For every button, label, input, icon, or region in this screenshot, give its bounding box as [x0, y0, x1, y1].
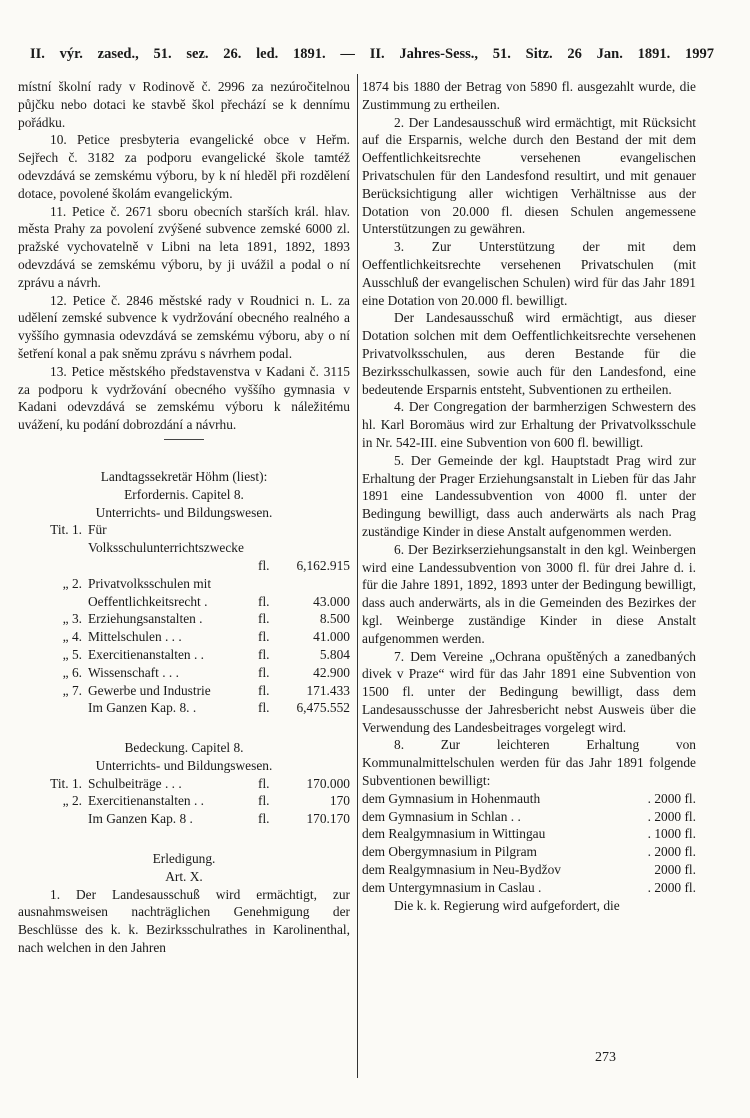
school-name: dem Gymnasium in Schlan . .: [362, 808, 521, 824]
currency-unit: fl.: [258, 793, 270, 809]
para-6: 6. Der Bezirkserziehungsanstalt in den kgl. Weinbergen wird eine Landessubvention von 3000 fl. für drei Jahre d. i. für die Jahre 1891, 1892, 1893 unter der Bedingung bewilligt, dass auch anderwärts, als in die Gemeinden des Bezirkes der kgl. Weinberge zuständige Kinder in diese Anstalt aufgenommen werden.: [362, 541, 696, 646]
bedeckung-heading: Bedeckung. Capitel 8.: [124, 740, 244, 756]
amount: 170.000: [306, 775, 350, 791]
currency-unit: fl.: [258, 664, 270, 680]
subvention-amount: . 2000 fl.: [647, 790, 696, 806]
subvention-row: [362, 790, 696, 808]
school-name: dem Realgymnasium in Wittingau: [362, 826, 546, 842]
currency-unit: fl.: [258, 611, 270, 627]
subvention-amount: . 2000 fl.: [647, 879, 696, 895]
item-label: Mittelschulen . . .: [88, 629, 182, 645]
item-label: Wissenschaft . . .: [88, 664, 179, 680]
budget-row: [18, 557, 350, 575]
bedeckung-subheading: Unterrichts- und Bildungswesen.: [95, 757, 273, 773]
currency-unit: fl.: [258, 775, 270, 791]
petition-9-tail: místní školní rady v Rodinově č. 2996 za nezúročitelnou půjčku nebo dotaci ke stavbě škol přechází se k dennímu pořádku.: [18, 79, 350, 130]
item-label: Exercitienanstalten . .: [88, 793, 205, 809]
para-1-tail: 1874 bis 1880 der Betrag von 5890 fl. ausgezahlt wurde, die Zustimmung zu ertheilen.: [362, 79, 696, 112]
subvention-row: [362, 825, 696, 843]
currency-unit: fl.: [258, 629, 270, 645]
running-header: II. výr. zased., 51. sez. 26. led. 1891. — II. Jahres-Sess., 51. Sitz. 26 Jan. 1891. 1997: [30, 46, 714, 62]
article-text: 1. Der Landesausschuß wird ermächtigt, zur ausnahmsweisen nachträglichen Genehmigung der Beschlüsse des k. k. Bezirksschulrathes in Karolinenthal, nach welchen in den Jahren: [18, 886, 350, 956]
subvention-row: [362, 879, 696, 897]
title-number: „ 4.: [62, 629, 82, 645]
amount: 171.433: [306, 682, 350, 698]
erledigung-heading: Erledigung.: [152, 851, 216, 867]
left-column: [18, 78, 350, 957]
item-label: Privatvolksschulen mit: [88, 575, 212, 591]
currency-unit: fl.: [258, 593, 270, 609]
para-5: 5. Der Gemeinde der kgl. Hauptstadt Prag wird zur Erhaltung der Prager Erziehungsanstalt in Lieben für das Jahr 1891 eine Landessubvention von 4000 fl. unter der Bedingung bewilligt, dass auch anderwärts als nach Prag zuständige Kinder in diese Anstalt aufgenommen werden.: [362, 452, 696, 539]
para-3-continued: Der Landesausschuß wird ermächtigt, aus dieser Dotation solchen mit dem Oeffentlichkeitsrechte versehenen Privatvolksschulen, aus deren Bestande für die Bezirksschulkassen, sowie auch für den Landesfond, eine bedeutende Ersparnis entsteht, Subventionen zu ertheilen.: [362, 310, 696, 397]
budget-row: [18, 610, 350, 628]
school-name: dem Realgymnasium in Neu-Bydžov: [362, 862, 561, 878]
title-number: „ 2.: [62, 575, 82, 591]
para-2: 2. Der Landesausschuß wird ermächtigt, mit Rücksicht auf die Ersparnis, welche durch den Bestand der mit dem Oeffentlichkeitsrechte versehenen evangelischen Privatschulen für den Landesfond resultirt, und mit genauer Berücksichtigung aller wichtigen Verhältnisse aus der Dotation von 20.000 fl. diesen Schulen angemessene Unterstützungen zu gewähren.: [362, 114, 696, 237]
budget-row: [18, 699, 350, 717]
petition-11: 11. Petice č. 2671 sboru obecních starších král. hlav. města Prahy za povolení zvýšené subvence zemské 6000 zl. pražské vychovatelně v Libni na leta 1891, 1892, 1893 odevzdává se zemskému výboru, by ji uvážil a podal o ní zprávu a návrh.: [18, 203, 350, 290]
budget-row: [18, 521, 350, 557]
amount: 6,162.915: [296, 557, 350, 573]
erfordernis-heading: Erfordernis. Capitel 8.: [124, 486, 244, 502]
budget-row: [18, 575, 350, 593]
petition-10: 10. Petice presbyteria evangelické obce v Heřm. Sejřech č. 3182 za podporu evangelické škole tamtéž odevzdává se zemskému výboru, by k ní hleděl při rozdělení dotace, povolené školám evangelickým.: [18, 132, 350, 201]
section-rule: [164, 439, 204, 440]
title-number: Tit. 1.: [50, 775, 82, 791]
para-8: 8. Zur leichteren Erhaltung von Kommunalmittelschulen werden für das Jahr 1891 folgende Subventionen bewilligt:: [362, 737, 696, 789]
amount: 8.500: [319, 611, 350, 627]
article-heading: Art. X.: [165, 868, 203, 884]
subvention-amount: . 2000 fl.: [647, 808, 696, 824]
budget-row: [18, 664, 350, 682]
item-label: Exercitienanstalten . .: [88, 646, 205, 662]
item-label: Für Volksschulunterrichtszwecke: [88, 522, 244, 556]
currency-unit: fl.: [258, 811, 270, 827]
school-name: dem Untergymnasium in Caslau .: [362, 879, 542, 895]
title-number: Tit. 1.: [50, 522, 82, 538]
amount: 170: [329, 793, 350, 809]
para-7: 7. Dem Vereine „Ochrana opuštěných a zanedbaných divek v Praze“ wird für das Jahr 1891 eine Subvention von 1500 fl. unter der Bedingung bewilligt, dass dem Landesausschusse der Jahresbericht nebst Ausweis über die Verwendung des Landesbeitrages vorgelegt wird.: [362, 648, 696, 735]
erfordernis-subheading: Unterrichts- und Bildungswesen.: [95, 504, 273, 520]
budget-row: [18, 593, 350, 611]
subvention-row: [362, 861, 696, 879]
item-label: Gewerbe und Industrie: [88, 682, 211, 698]
budget-row: [18, 792, 350, 810]
column-divider: [357, 74, 358, 1078]
item-label: Erziehungsanstalten .: [88, 611, 203, 627]
amount: 41.000: [313, 629, 350, 645]
school-name: dem Gymnasium in Hohenmauth: [362, 790, 541, 806]
title-number: „ 6.: [62, 664, 82, 680]
budget-row: [18, 628, 350, 646]
item-label: Im Ganzen Kap. 8. .: [88, 700, 197, 716]
subvention-row: [362, 808, 696, 826]
currency-unit: fl.: [258, 700, 270, 716]
amount: 43.000: [313, 593, 350, 609]
petition-13: 13. Petice městského představenstva v Kadani č. 3115 za podporu k vydržování obecného vyššího gymnasia v Kadani odevzdává se zemskému výboru k náležitému uvážení, ku podání dobrozdání a návrhu.: [18, 363, 350, 433]
currency-unit: fl.: [258, 646, 270, 662]
title-number: „ 7.: [62, 682, 82, 698]
currency-unit: fl.: [258, 557, 270, 573]
page-number: 273: [595, 1050, 616, 1065]
budget-row: [18, 646, 350, 664]
amount: 42.900: [313, 664, 350, 680]
title-number: „ 5.: [62, 646, 82, 662]
budget-row: [18, 682, 350, 700]
item-label: Schulbeiträge . . .: [88, 775, 182, 791]
title-number: „ 3.: [62, 611, 82, 627]
item-label: Oeffentlichkeitsrecht .: [88, 593, 208, 609]
amount: 170.170: [306, 811, 350, 827]
subvention-amount: . 1000 fl.: [647, 826, 696, 842]
subvention-row: [362, 843, 696, 861]
para-3: 3. Zur Unterstützung der mit dem Oeffentlichkeitsrechte versehenen Privatschulen (mit Ausschluß der evangelischen Schulen) wird für das Jahr 1891 eine Dotation von 20.000 fl. bewilligt.: [362, 239, 696, 308]
school-name: dem Obergymnasium in Pilgram: [362, 844, 537, 860]
budget-row: [18, 775, 350, 793]
budget-row: [18, 810, 350, 828]
subvention-list: [362, 790, 696, 897]
right-column: [362, 78, 696, 914]
amount: 6,475.552: [296, 700, 350, 716]
amount: 5.804: [319, 646, 350, 662]
item-label: Im Ganzen Kap. 8 .: [88, 811, 193, 827]
petition-12: 12. Petice č. 2846 městské rady v Roudnici n. L. za udělení zemské subvence k vydržování obecného realného a vyššího gymnasia odevzdává se zemskému výboru, aby o ní šetření konal a pak sněmu zprávu s návrhem podal.: [18, 292, 350, 361]
subvention-amount: . 2000 fl.: [647, 844, 696, 860]
secretary-line: Landtagssekretär Höhm (liest):: [100, 468, 268, 484]
closing-line: Die k. k. Regierung wird aufgefordert, die: [394, 897, 620, 913]
title-number: „ 2.: [62, 793, 82, 809]
para-4: 4. Der Congregation der barmherzigen Schwestern des hl. Karl Boromäus wird zur Erhaltung der Privatvolksschule in Nr. 542-III. eine Subvention von 600 fl. bewilligt.: [362, 399, 696, 450]
bedeckung-table: [18, 775, 350, 828]
erfordernis-table: [18, 521, 350, 717]
subvention-amount: 2000 fl.: [654, 862, 696, 878]
currency-unit: fl.: [258, 682, 270, 698]
